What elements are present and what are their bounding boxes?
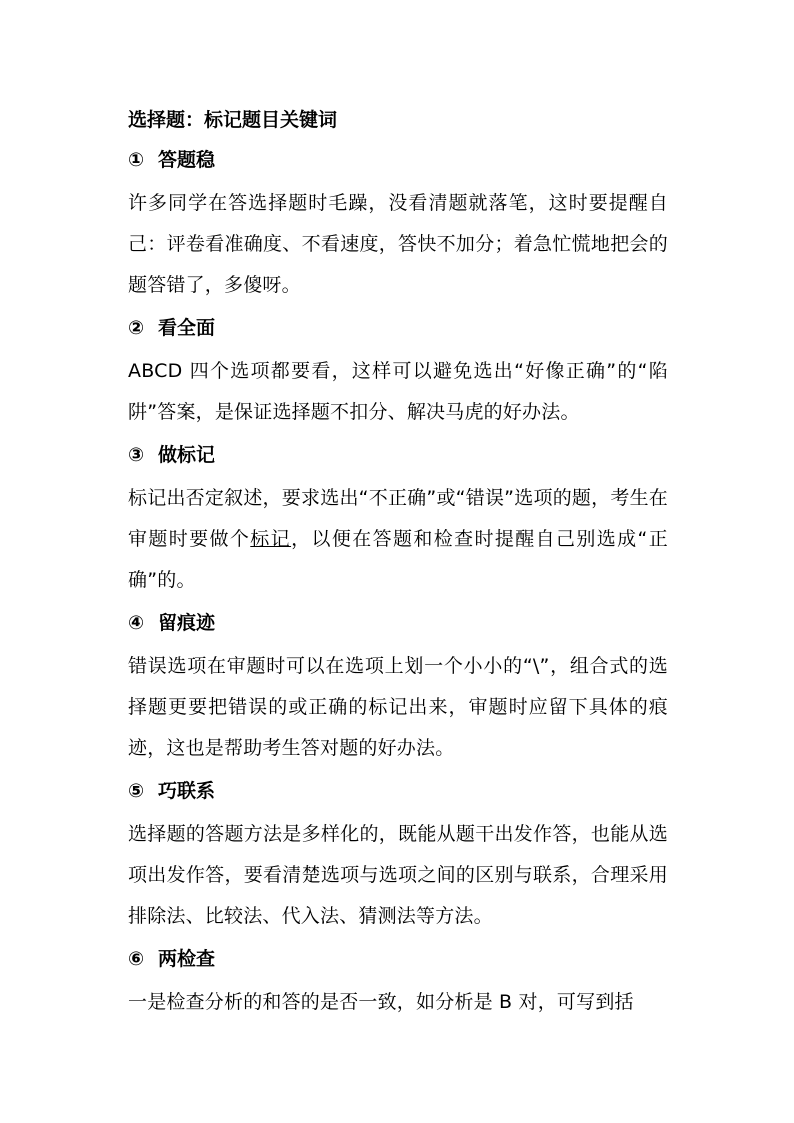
section-heading-text: 两检查	[158, 948, 216, 970]
section-heading	[128, 440, 668, 470]
section-5	[128, 776, 668, 937]
section-6	[128, 944, 668, 1023]
section-3	[128, 440, 668, 601]
section-heading	[128, 776, 668, 806]
section-heading	[128, 313, 668, 343]
section-heading	[128, 608, 668, 638]
section-paragraph	[128, 478, 668, 601]
section-paragraph: 许多同学在答选择题时毛躁，没看清题就落笔，这时要提醒自己：评卷看准确度、不看速度，答快不加分；着急忙慌地把会的题答错了，多傻呀。	[128, 192, 668, 296]
section-paragraph: ABCD 四个选项都要看，这样可以避免选出“好像正确”的“陷阱”答案，是保证选择题不扣分、解决马虎的好办法。	[128, 360, 668, 423]
section-number: ①	[128, 149, 145, 171]
section-number: ⑤	[128, 780, 145, 802]
document-title: 选择题：标记题目关键词	[128, 109, 338, 131]
underlined-keyword: 标记	[250, 528, 292, 550]
section-heading	[128, 145, 668, 175]
section-number: ③	[128, 444, 145, 466]
section-paragraph: 一是检查分析的和答的是否一致，如分析是 B 对，可写到括	[128, 991, 634, 1013]
section-heading-text: 做标记	[158, 444, 216, 466]
section-number: ②	[128, 317, 145, 339]
section-4	[128, 608, 668, 769]
section-heading-text: 看全面	[158, 317, 216, 339]
section-number: ⑥	[128, 948, 145, 970]
section-paragraph: 错误选项在审题时可以在选项上划一个小小的“\”，组合式的选择题更要把错误的或正确的标记出来，审题时应留下具体的痕迹，这也是帮助考生答对题的好办法。	[128, 655, 668, 759]
paragraph-text: 标记出否定叙述，要求选出“不正确”或“错误”选项的题，考生在审题时要做个	[128, 487, 668, 550]
section-heading-text: 巧联系	[158, 780, 216, 802]
paragraph-text: ，以便在答题和检查时提醒自己别选成“正确”的。	[128, 528, 668, 591]
section-paragraph: 选择题的答题方法是多样化的，既能从题干出发作答，也能从选项出发作答，要看清楚选项与选项之间的区别与联系，合理采用排除法、比较法、代入法、猜测法等方法。	[128, 823, 668, 927]
section-2	[128, 313, 668, 433]
document-content	[128, 105, 668, 1030]
section-heading-text: 留痕迹	[158, 612, 216, 634]
section-number: ④	[128, 612, 145, 634]
section-heading-text: 答题稳	[158, 149, 216, 171]
section-heading	[128, 944, 668, 974]
section-1	[128, 145, 668, 306]
